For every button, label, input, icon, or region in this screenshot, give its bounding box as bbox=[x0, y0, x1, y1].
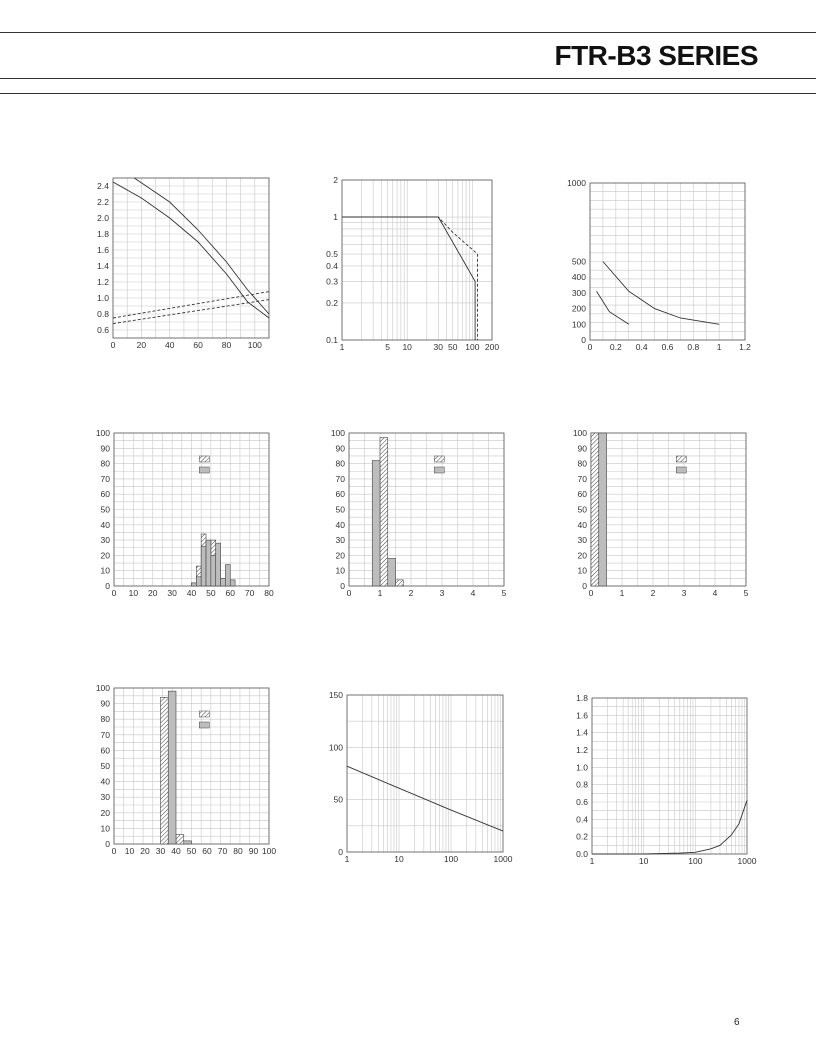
x-tick-label: 100 bbox=[688, 856, 703, 866]
y-tick-label: 0 bbox=[581, 335, 586, 345]
header-bottom-rule bbox=[0, 93, 816, 94]
tick-labels bbox=[326, 175, 499, 352]
y-tick-label: 0.4 bbox=[326, 260, 338, 271]
y-tick-label: 200 bbox=[571, 303, 586, 314]
x-tick-label: 2 bbox=[408, 588, 414, 598]
reset-bar bbox=[230, 580, 235, 586]
y-tick-label: 2.2 bbox=[97, 197, 109, 207]
x-tick-label: 1 bbox=[619, 588, 625, 598]
x-tick-label: 50 bbox=[186, 846, 197, 856]
y-tick-label: 20 bbox=[100, 550, 110, 561]
reset-bar bbox=[201, 546, 206, 586]
y-tick-label: 40 bbox=[100, 519, 110, 530]
y-tick-label: 30 bbox=[100, 792, 110, 803]
x-tick-label: 4 bbox=[712, 588, 718, 598]
reset-bar bbox=[216, 543, 221, 586]
reset-bar bbox=[192, 583, 197, 586]
reset-bar bbox=[211, 555, 216, 586]
tick-labels bbox=[97, 181, 262, 350]
x-tick-label: 40 bbox=[164, 340, 175, 350]
y-tick-label: 30 bbox=[577, 535, 587, 546]
reset-bar bbox=[206, 540, 211, 586]
x-tick-label: 0 bbox=[111, 846, 117, 856]
y-tick-label: 20 bbox=[100, 807, 110, 818]
y-tick-label: 300 bbox=[571, 287, 586, 298]
x-tick-label: 10 bbox=[128, 588, 139, 598]
y-tick-label: 0 bbox=[338, 847, 343, 857]
x-tick-label: 3 bbox=[439, 588, 445, 598]
series-title: FTR-B3 SERIES bbox=[554, 40, 758, 71]
y-tick-label: 90 bbox=[335, 443, 345, 454]
x-tick-label: 0.6 bbox=[661, 342, 674, 352]
y-tick-label: 1.8 bbox=[97, 229, 109, 239]
isolation-frequency-chart bbox=[305, 674, 515, 879]
x-tick-label: 100 bbox=[261, 846, 277, 856]
legend-set-swatch bbox=[434, 456, 444, 462]
x-tick-label: 1.2 bbox=[739, 342, 751, 352]
tick-labels bbox=[96, 428, 274, 598]
tick-labels bbox=[331, 428, 507, 598]
y-tick-label: 100 bbox=[572, 428, 587, 438]
reset-bar bbox=[168, 691, 176, 844]
set-bar bbox=[161, 697, 169, 844]
x-tick-label: 90 bbox=[248, 846, 259, 856]
y-tick-label: 1.0 bbox=[576, 762, 588, 773]
series-line bbox=[342, 217, 475, 340]
header-top-rule bbox=[0, 32, 816, 33]
x-tick-label: 3 bbox=[681, 588, 687, 598]
x-tick-label: 5 bbox=[743, 588, 749, 598]
x-tick-label: 50 bbox=[448, 342, 458, 352]
y-tick-label: 70 bbox=[577, 473, 587, 484]
reset-bar bbox=[599, 433, 607, 586]
y-tick-label: 100 bbox=[571, 319, 586, 330]
x-tick-label: 60 bbox=[225, 588, 235, 598]
x-tick-label: 2 bbox=[650, 588, 656, 598]
grid-lines bbox=[114, 433, 269, 586]
x-tick-label: 200 bbox=[484, 342, 500, 352]
y-tick-label: 50 bbox=[100, 761, 110, 771]
x-tick-label: 0.2 bbox=[609, 342, 622, 352]
legend-set-swatch bbox=[199, 711, 209, 717]
series-line bbox=[113, 300, 269, 324]
page-number: 6 bbox=[734, 1017, 740, 1028]
grid-lines bbox=[114, 688, 269, 844]
reset-bar bbox=[388, 558, 396, 586]
x-tick-label: 1 bbox=[344, 854, 350, 864]
x-tick-label: 1000 bbox=[737, 856, 757, 866]
y-tick-label: 0.3 bbox=[326, 276, 338, 287]
x-tick-label: 10 bbox=[638, 856, 649, 866]
y-tick-label: 0.0 bbox=[576, 849, 588, 859]
legend-reset-swatch bbox=[199, 467, 209, 473]
y-tick-label: 10 bbox=[577, 565, 587, 576]
x-tick-label: 60 bbox=[202, 846, 212, 856]
y-tick-label: 100 bbox=[95, 683, 110, 693]
y-tick-label: 0.8 bbox=[97, 309, 109, 319]
y-tick-label: 0.1 bbox=[326, 335, 338, 345]
x-tick-label: 0 bbox=[588, 588, 594, 598]
reset-bar bbox=[184, 841, 192, 844]
grid-lines bbox=[590, 183, 745, 340]
grid-lines bbox=[342, 180, 492, 340]
operate-time-distribution-chart bbox=[314, 410, 519, 615]
contact-resistance-distribution-chart bbox=[74, 665, 289, 875]
x-tick-label: 30 bbox=[433, 342, 444, 352]
x-tick-label: 0 bbox=[110, 340, 116, 350]
y-tick-label: 1.2 bbox=[97, 277, 109, 287]
reset-bar bbox=[372, 461, 380, 586]
x-tick-label: 30 bbox=[155, 846, 166, 856]
y-tick-label: 40 bbox=[335, 519, 345, 530]
legend-reset-swatch bbox=[199, 722, 209, 728]
x-tick-label: 1 bbox=[377, 588, 383, 598]
y-tick-label: 500 bbox=[571, 256, 586, 267]
y-tick-label: 60 bbox=[577, 489, 587, 500]
y-tick-label: 1 bbox=[333, 212, 338, 223]
y-tick-label: 400 bbox=[571, 272, 586, 283]
legend-set-swatch bbox=[676, 456, 686, 462]
y-tick-label: 0.5 bbox=[326, 249, 338, 260]
y-tick-label: 150 bbox=[328, 690, 343, 700]
grid-lines bbox=[113, 178, 269, 338]
y-tick-label: 0.4 bbox=[576, 814, 588, 825]
x-tick-label: 20 bbox=[148, 588, 158, 598]
y-tick-label: 80 bbox=[335, 458, 345, 469]
y-tick-label: 0 bbox=[582, 581, 587, 591]
grid-lines bbox=[591, 433, 746, 586]
x-tick-label: 0 bbox=[346, 588, 352, 598]
reset-bar bbox=[196, 577, 201, 586]
y-tick-label: 40 bbox=[100, 776, 110, 787]
y-tick-label: 10 bbox=[335, 565, 345, 576]
y-tick-label: 100 bbox=[95, 428, 110, 438]
y-tick-label: 1.6 bbox=[97, 245, 109, 255]
y-tick-label: 0.2 bbox=[326, 297, 338, 308]
x-tick-label: 70 bbox=[244, 588, 255, 598]
series-line bbox=[603, 262, 719, 325]
max-switching-power-chart bbox=[300, 160, 510, 370]
x-tick-label: 1 bbox=[339, 342, 345, 352]
x-tick-label: 0.8 bbox=[687, 342, 700, 352]
y-tick-label: 50 bbox=[333, 794, 343, 805]
y-tick-label: 1.6 bbox=[576, 710, 588, 721]
legend-set-swatch bbox=[199, 456, 209, 462]
y-tick-label: 0.2 bbox=[576, 831, 588, 842]
x-tick-label: 1000 bbox=[493, 854, 513, 864]
y-tick-label: 0.8 bbox=[576, 779, 588, 790]
y-tick-label: 40 bbox=[577, 519, 587, 530]
y-tick-label: 0.6 bbox=[97, 325, 109, 335]
x-tick-label: 70 bbox=[217, 846, 228, 856]
y-tick-label: 1.8 bbox=[576, 693, 588, 703]
x-tick-label: 0 bbox=[111, 588, 117, 598]
x-tick-label: 20 bbox=[140, 846, 150, 856]
x-tick-label: 100 bbox=[465, 342, 480, 352]
tick-labels bbox=[576, 693, 757, 866]
tick-labels bbox=[96, 683, 277, 856]
y-tick-label: 60 bbox=[100, 745, 110, 756]
legend-reset-swatch bbox=[434, 467, 444, 473]
y-tick-label: 80 bbox=[100, 714, 110, 725]
life-curve-chart bbox=[548, 160, 758, 370]
ambient-temperature-chart bbox=[70, 138, 290, 368]
set-bar bbox=[380, 438, 388, 586]
y-tick-label: 60 bbox=[100, 489, 110, 500]
x-tick-label: 0 bbox=[587, 342, 593, 352]
series-line bbox=[347, 766, 503, 831]
x-tick-label: 20 bbox=[136, 340, 147, 350]
reset-bar bbox=[221, 578, 226, 586]
y-tick-label: 10 bbox=[100, 565, 110, 576]
x-tick-label: 40 bbox=[186, 588, 197, 598]
y-tick-label: 2.4 bbox=[97, 181, 109, 191]
y-tick-label: 1.2 bbox=[576, 745, 588, 755]
y-tick-label: 2.0 bbox=[97, 213, 109, 223]
y-tick-label: 0.6 bbox=[576, 797, 588, 807]
legend-reset-swatch bbox=[676, 467, 686, 473]
y-tick-label: 80 bbox=[577, 458, 587, 469]
insertion-loss-frequency-chart bbox=[552, 674, 762, 879]
x-tick-label: 1 bbox=[589, 856, 595, 866]
set-bar bbox=[396, 580, 404, 586]
bounce-time-distribution-chart bbox=[554, 410, 759, 615]
y-tick-label: 20 bbox=[335, 550, 345, 561]
y-tick-label: 1.4 bbox=[97, 261, 109, 271]
x-tick-label: 5 bbox=[385, 342, 390, 352]
set-bar bbox=[176, 835, 184, 844]
x-tick-label: 80 bbox=[221, 340, 232, 350]
y-tick-label: 70 bbox=[335, 473, 345, 484]
y-tick-label: 20 bbox=[577, 550, 587, 561]
y-tick-label: 1.4 bbox=[576, 727, 588, 738]
y-tick-label: 90 bbox=[100, 443, 110, 454]
y-tick-label: 0 bbox=[105, 839, 110, 849]
y-tick-label: 60 bbox=[335, 489, 345, 500]
y-tick-label: 100 bbox=[328, 742, 343, 753]
x-tick-label: 40 bbox=[171, 846, 181, 856]
set-reset-voltage-distribution-chart bbox=[74, 410, 289, 615]
x-tick-label: 30 bbox=[167, 588, 177, 598]
y-tick-label: 30 bbox=[100, 535, 110, 546]
y-tick-label: 100 bbox=[330, 428, 345, 438]
x-tick-label: 4 bbox=[470, 588, 476, 598]
grid-lines bbox=[592, 698, 747, 854]
y-tick-label: 70 bbox=[100, 729, 110, 740]
x-tick-label: 0.4 bbox=[635, 342, 648, 352]
y-tick-label: 50 bbox=[335, 504, 345, 515]
tick-labels bbox=[567, 178, 751, 352]
x-tick-label: 100 bbox=[247, 340, 262, 350]
series-line bbox=[342, 217, 478, 340]
grid-lines bbox=[347, 695, 503, 852]
x-tick-label: 10 bbox=[394, 854, 404, 864]
y-tick-label: 80 bbox=[100, 458, 110, 469]
x-tick-label: 50 bbox=[206, 588, 216, 598]
y-tick-label: 90 bbox=[100, 698, 110, 709]
y-tick-label: 0 bbox=[340, 581, 345, 591]
y-tick-label: 1000 bbox=[567, 178, 586, 188]
x-tick-label: 60 bbox=[193, 340, 203, 350]
y-tick-label: 10 bbox=[100, 823, 110, 834]
header-mid-rule bbox=[0, 78, 816, 79]
y-tick-label: 30 bbox=[335, 535, 345, 546]
x-tick-label: 5 bbox=[501, 588, 507, 598]
x-tick-label: 100 bbox=[443, 854, 459, 864]
x-tick-label: 10 bbox=[402, 342, 412, 352]
y-tick-label: 0 bbox=[105, 581, 110, 591]
reset-bar bbox=[225, 565, 230, 586]
y-tick-label: 90 bbox=[577, 443, 587, 454]
set-bar bbox=[591, 433, 599, 586]
y-tick-label: 50 bbox=[100, 504, 110, 515]
x-tick-label: 80 bbox=[233, 846, 243, 856]
x-tick-label: 10 bbox=[124, 846, 135, 856]
y-tick-label: 2 bbox=[333, 175, 338, 185]
series-line bbox=[592, 800, 747, 854]
tick-labels bbox=[329, 690, 513, 864]
y-tick-label: 1.0 bbox=[97, 293, 109, 303]
y-tick-label: 50 bbox=[577, 504, 587, 515]
x-tick-label: 80 bbox=[264, 588, 274, 598]
x-tick-label: 1 bbox=[716, 342, 722, 352]
y-tick-label: 70 bbox=[100, 473, 110, 484]
